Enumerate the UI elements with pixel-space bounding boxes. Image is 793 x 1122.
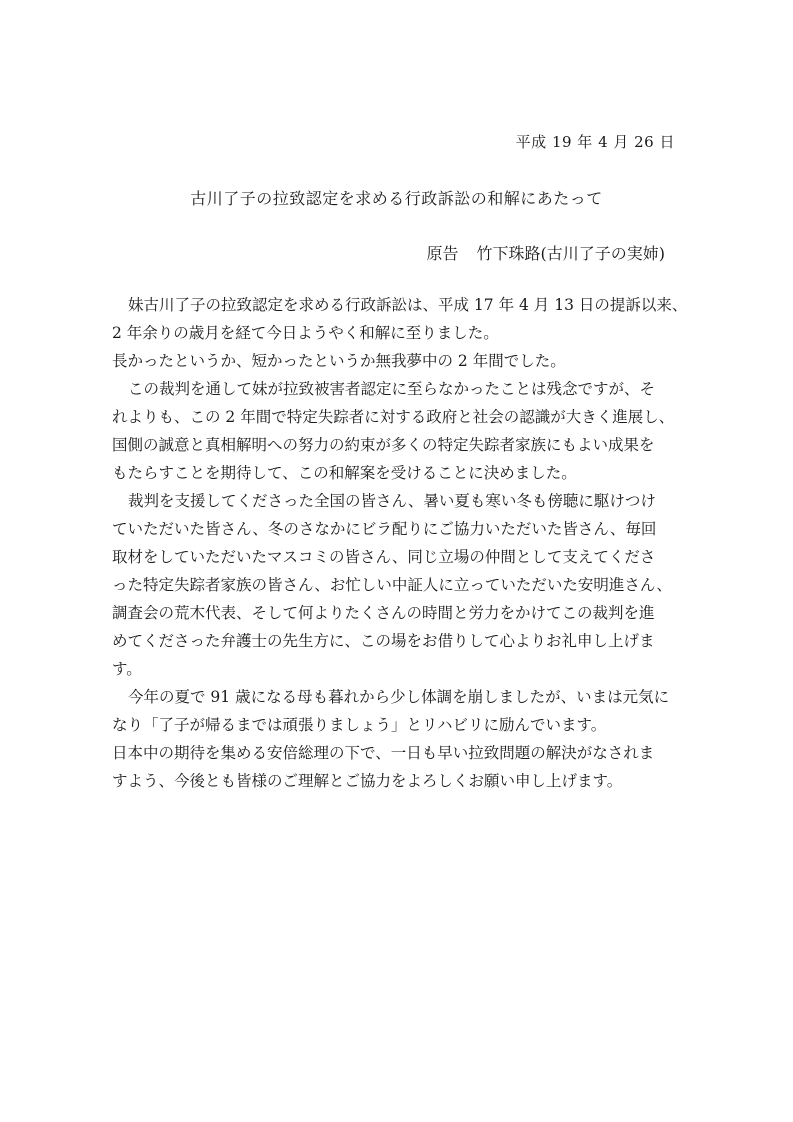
body-line: 取材をしていただいたマスコミの皆さん、同じ立場の仲間として支えてくださ <box>112 548 656 566</box>
body-line: れよりも、この 2 年間で特定失踪者に対する政府と社会の認識が大きく進展し、 <box>112 408 675 426</box>
body-line: 今年の夏で 91 歳になる母も暮れから少し体調を崩しましたが、いまは元気に <box>128 688 670 706</box>
author-line <box>426 241 665 264</box>
body-line: この裁判を通して妹が拉致被害者認定に至らなかったことは残念ですが、そ <box>128 380 656 398</box>
body-line: ていただいた皆さん、冬のさなかにビラ配りにご協力いただいた皆さん、毎回 <box>112 520 657 538</box>
body-line: もたらすことを期待して、この和解案を受けることに決めました。 <box>112 464 577 482</box>
body-line: なり「了子が帰るまでは頑張りましょう」とリハビリに励んでいます。 <box>112 716 607 734</box>
body-line: めてくださった弁護士の先生方に、この場をお借りして心よりお礼申し上げま <box>112 632 655 650</box>
body-line: 日本中の期待を集める安倍総理の下で、一日も早い拉致問題の解決がなされま <box>112 744 655 762</box>
document-title: 古川了子の拉致認定を求める行政訴訟の和解にあたって <box>190 189 603 208</box>
author-role: 原告 <box>426 244 459 263</box>
body-line: った特定失踪者家族の皆さん、お忙しい中証人に立っていただいた安明進さん、 <box>112 576 672 594</box>
author-name: 竹下珠路(古川了子の実姉) <box>476 244 665 263</box>
body-line: 長かったというか、短かったというか無我夢中の 2 年間でした。 <box>112 352 566 370</box>
body-line: 調査会の荒木代表、そして何よりたくさんの時間と労力をかけてこの裁判を進 <box>112 604 655 622</box>
body-line: 裁判を支援してくださった全国の皆さん、暑い夏も寒い冬も傍聴に駆けつけ <box>128 492 656 510</box>
document-body <box>112 291 687 795</box>
body-line: 妹古川了子の拉致認定を求める行政訴訟は、平成 17 年 4 月 13 日の提訴以来、 <box>128 296 687 314</box>
body-line: すよう、今後とも皆様のご理解とご協力をよろしくお願い申し上げます。 <box>112 772 623 790</box>
document-date: 平成 19 年 4 月 26 日 <box>515 133 675 151</box>
body-line: 国側の誠意と真相解明への努力の約束が多くの特定失踪者家族にもよい成果を <box>112 436 655 454</box>
body-line: 2 年余りの歳月を経て今日ようやく和解に至りました。 <box>112 324 499 342</box>
body-line: す。 <box>112 660 142 678</box>
